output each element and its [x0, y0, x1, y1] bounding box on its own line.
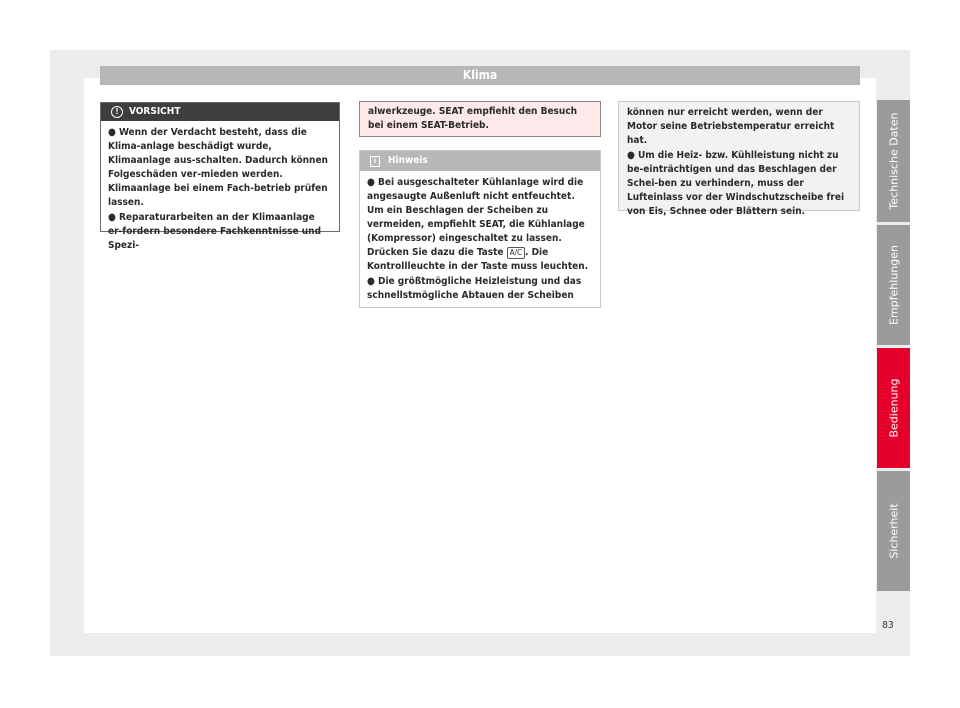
tab-bedienung[interactable]: [877, 348, 910, 468]
note-body: [360, 171, 600, 303]
warning-item: ● Wenn der Verdacht besteht, dass die Klima-anlage beschädigt wurde, Klimaanlage aus-schalten. Dadurch können Folgeschäden ver-mieden werden. Klimaanlage bei einem Fach-betrieb prüfen lassen.: [108, 127, 328, 208]
note-title: Hinweis: [388, 155, 428, 166]
warning-body: [101, 121, 339, 253]
tab-label: Empfehlungen: [887, 245, 900, 325]
tab-label: Technische Daten: [887, 112, 900, 210]
warning-circle-icon: !: [111, 106, 123, 118]
note-item-text: ● Bei ausgeschalteter Kühlanlage wird die angesaugte Außenluft nicht entfeuchtet. Um ein Beschlagen der Scheiben zu vermeiden, empfiehlt SEAT, die Kühlanlage (Kompressor) eingeschaltet zu lassen. Drücken Sie dazu die Taste: [367, 177, 585, 258]
tab-sicherheit[interactable]: [877, 471, 910, 591]
note-item: ● Um die Heiz- bzw. Kühlleistung nicht zu be-einträchtigen und das Beschlagen der Schei-ben zu verhindern, muss der Lufteinlass vor der Windschutzscheibe frei von Eis, Schnee oder Blättern sein.: [627, 150, 845, 217]
warning-item: ● Reparaturarbeiten an der Klimaanlage er-fordern besondere Fachkenntnisse und Spezi-: [108, 212, 322, 251]
warning-box: [100, 102, 340, 251]
warning-title: VORSICHT: [129, 106, 181, 117]
section-header: Klima: [100, 66, 860, 85]
tab-label: Sicherheit: [887, 503, 900, 559]
page-number: 83: [882, 620, 894, 631]
tab-label: Bedienung: [887, 378, 900, 438]
warning-header: [101, 103, 339, 121]
note-item: [367, 176, 593, 274]
note-box: [359, 150, 601, 308]
tab-empfehlungen[interactable]: [877, 225, 910, 345]
continued-warning-text: alwerkzeuge. SEAT empfiehlt den Besuch bei einem SEAT-Betrieb.: [359, 101, 601, 137]
note-header: [360, 151, 600, 171]
note-item-text: . Die Kontrollleuchte in der Taste muss leuchten.: [367, 247, 589, 272]
note-item: ● Die größtmögliche Heizleistung und das schnellstmögliche Abtauen der Scheiben: [367, 276, 582, 301]
continued-note-text: können nur erreicht werden, wenn der Motor seine Betriebstemperatur erreicht hat.: [627, 107, 835, 146]
ac-key-symbol: A/C: [507, 247, 525, 259]
tab-technische-daten[interactable]: [877, 100, 910, 222]
continued-note-box: [618, 101, 860, 217]
info-icon: i: [370, 156, 380, 167]
